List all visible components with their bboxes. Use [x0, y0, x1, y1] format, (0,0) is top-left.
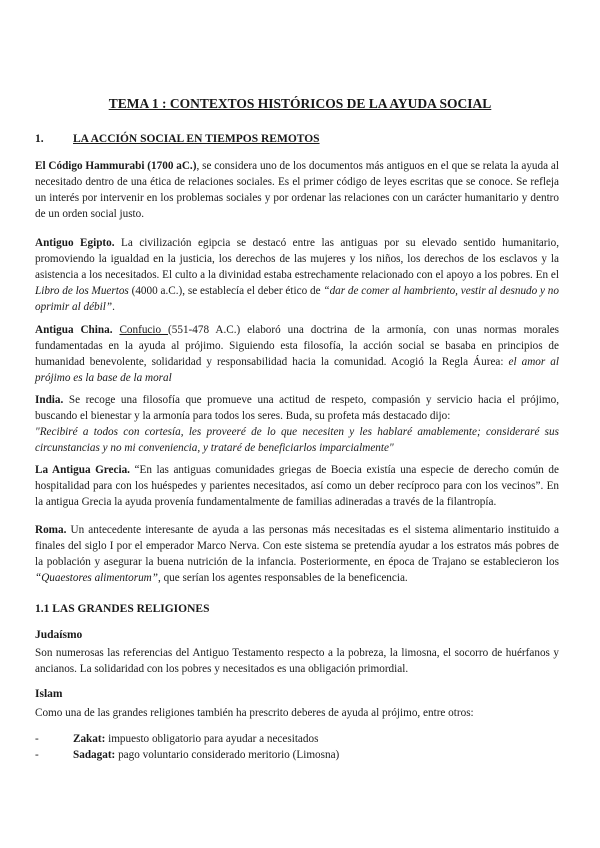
- paragraph-lead: El Código Hammurabi (1700 aC.): [35, 160, 197, 172]
- paragraph-text: “En las antiguas comunidades griegas de Boecia existía una especie de derecho común de hospitalidad para con los huéspedes y parientes necesitados, así como un deber recíproco para con los vecinos”. En la antigua Grecia la ayuda provenía fundamentalmente de familias adineradas a través de la filantropía.: [35, 464, 559, 508]
- paragraph-judaismo: Son numerosas las referencias del Antiguo Testamento respecto a la pobreza, la limosna, el socorro de huérfanos y ancianos. La solidaridad con los pobres y necesitados es una obligación primordial.: [35, 647, 559, 675]
- paragraph-lead: Roma.: [35, 524, 67, 536]
- quote: "Recibiré a todos con cortesía, les proveeré de lo que necesiten y les hablaré amablemente; consideraré sus circunstancias y no mi conveniencia, y trataré de beneficiarlos imparcialmente": [35, 426, 559, 454]
- section-heading: [35, 133, 320, 145]
- paragraph-lead: India.: [35, 394, 64, 406]
- paragraph-text: , se considera uno de los documentos más antiguos en el que se relata la ayuda al necesitado dentro de una ética de relaciones sociales. Es el primer código de leyes escritas que se conoce. Se refleja un interés por intervenir en los problemas sociales y por ordenar las relaciones con un carácter humanitario y dentro de un orden social justo.: [35, 160, 559, 220]
- paragraph-egipto: [35, 235, 559, 315]
- section-title: LA ACCIÓN SOCIAL EN TIEMPOS REMOTOS: [73, 133, 320, 145]
- book-title: Libro de los Muertos: [35, 285, 129, 297]
- judaismo-heading: Judaísmo: [35, 629, 83, 641]
- list-term: Zakat:: [73, 733, 106, 745]
- paragraph-lead: Antiguo Egipto.: [35, 237, 115, 249]
- section-number: 1.: [35, 133, 44, 145]
- quote: “Quaestores alimentorum”: [35, 572, 158, 584]
- document-title: TEMA 1 : CONTEXTOS HISTÓRICOS DE LA AYUDA SOCIAL: [108, 96, 492, 111]
- list-item: [35, 731, 318, 747]
- list-item: [35, 747, 339, 763]
- paragraph-roma: [35, 522, 559, 586]
- paragraph-lead: Antigua China.: [35, 324, 113, 336]
- list-dash: -: [35, 749, 39, 761]
- paragraph-text: (551-478 A.C.) elaboró una doctrina de la armonía, con unas normas morales fundamentadas en la ayuda al prójimo. Siguiendo esta filosofía, la acción social se basaba en principios de humanidad benevolente, solidaridad y responsabilidad hacia la comunidad. Acogió la Regla Áurea:: [35, 324, 560, 368]
- quote: el amor al prójimo es la base de la moral: [35, 356, 559, 384]
- paragraph-india: [35, 392, 559, 456]
- paragraph-text: (4000 a.C.), se establecía el deber ético de: [128, 285, 324, 297]
- paragraph-hammurabi: [35, 158, 559, 222]
- paragraph-text: Un antecedente interesante de ayuda a las personas más necesitadas es el sistema alimentario instituido a finales del siglo I por el emperador Marco Nerva. Con este sistema se pretendía ayudar a los estratos más pobres de la población y asegurar la buena nutrición de la infancia. Posteriormente, en época de Trajano se establecieron los: [35, 524, 559, 568]
- subsection-heading: 1.1 LAS GRANDES RELIGIONES: [35, 603, 210, 615]
- paragraph-lead: La Antigua Grecia.: [35, 464, 130, 476]
- paragraph-text: Se recoge una filosofía que promueve una actitud de respeto, compasión y servicio hacia el prójimo, buscando el bienestar y la armonía para todos los seres. Buda, su profeta más destacado dijo:: [35, 394, 559, 422]
- list-dash: -: [35, 733, 39, 745]
- paragraph-islam: Como una de las grandes religiones también ha prescrito deberes de ayuda al prójimo, entre otros:: [35, 707, 474, 719]
- islam-heading: Islam: [35, 688, 63, 700]
- paragraph-grecia: [35, 462, 559, 510]
- list-term: Sadagat:: [73, 749, 116, 761]
- quote: “dar de comer al hambriento, vestir al desnudo y no oprimir al débil”: [35, 285, 559, 313]
- list-desc: impuesto obligatorio para ayudar a necesitados: [105, 733, 319, 745]
- paragraph-text: .: [112, 301, 115, 313]
- paragraph-text: , que serían los agentes responsables de la beneficencia.: [157, 572, 408, 584]
- list-desc: pago voluntario considerado meritorio (Limosna): [115, 749, 340, 761]
- paragraph-text: La civilización egipcia se destacó entre las antiguas por su elevado sentido humanitario, promoviendo la igualdad en la justicia, los derechos de las mujeres y los niños, los derechos de los esclavos y la asistencia a los necesitados. El culto a la divinidad estaba estrechamente relacionado con el apoyo a los pobres. En el: [35, 237, 559, 281]
- paragraph-china: [35, 322, 559, 386]
- name-link: Confucio: [119, 324, 169, 336]
